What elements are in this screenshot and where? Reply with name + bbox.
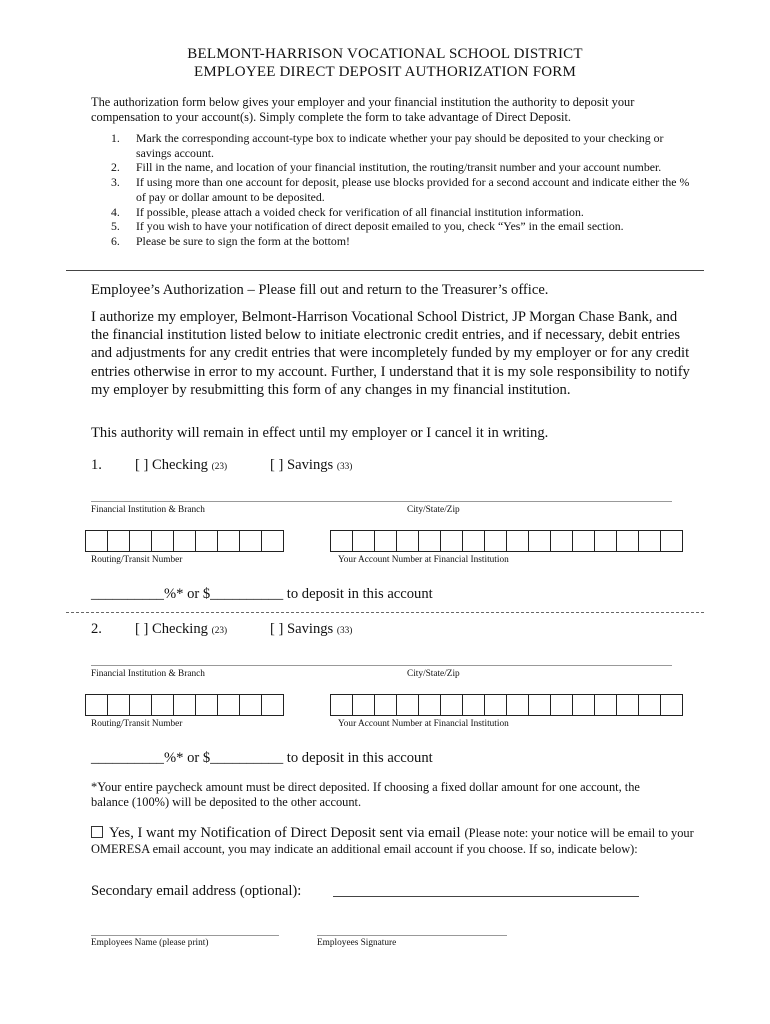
intro-line1: The authorization form below gives your employer and your financial institution the authority to deposit your: [91, 95, 635, 109]
instruction-item: 5. If you wish to have your notification of direct deposit emailed to you, check “Yes” in the email section.: [111, 219, 624, 234]
account-2-account-label: Your Account Number at Financial Institution: [338, 719, 509, 729]
account-divider: [66, 612, 704, 613]
account-1-number: 1.: [91, 457, 102, 473]
account-2-institution-field[interactable]: [91, 665, 672, 666]
section-divider: [66, 270, 704, 271]
account-1-routing-boxes[interactable]: [85, 530, 284, 552]
authorization-validity: This authority will remain in effect until my employer or I cancel it in writing.: [91, 425, 549, 441]
account-1-city-label: City/State/Zip: [407, 505, 460, 515]
employee-name-field[interactable]: [91, 935, 279, 936]
employee-signature-field[interactable]: [317, 935, 507, 936]
secondary-email-input[interactable]: [333, 896, 639, 897]
account-1-account-number-boxes[interactable]: [330, 530, 683, 552]
authorization-paragraph: I authorize my employer, Belmont-Harrison Vocational School District, JP Morgan Chase Bank, and the financial institution listed below to initiate electronic credit entries, and if necessary, debit entries and adjustments for any credit entries that were incompletely funded by my employer or for any credit entries otherwise in error to my account. Further, I understand that it is my sole responsibility to notify my employer by resubmitting this form of any changes in my financial institution.: [91, 309, 690, 398]
checkbox-icon[interactable]: [91, 826, 103, 838]
account-1-account-label: Your Account Number at Financial Institution: [338, 555, 509, 565]
account-2-city-label: City/State/Zip: [407, 669, 460, 679]
intro-line2: compensation to your account(s). Simply complete the form to take advantage of Direct Deposit.: [91, 110, 571, 124]
account-2-account-number-boxes[interactable]: [330, 694, 683, 716]
form-title-line2: EMPLOYEE DIRECT DEPOSIT AUTHORIZATION FORM: [193, 64, 577, 80]
account-2-routing-boxes[interactable]: [85, 694, 284, 716]
account-1-amount-line[interactable]: __________%* or $__________ to deposit in this account: [91, 586, 433, 602]
account-1-checking-checkbox[interactable]: [ ] Checking (23): [135, 457, 228, 473]
instruction-item: 6. Please be sure to sign the form at the bottom!: [111, 233, 350, 248]
account-2-institution-label: Financial Institution & Branch: [91, 669, 205, 679]
account-1-institution-label: Financial Institution & Branch: [91, 505, 205, 515]
footnote-line2: balance (100%) will be deposited to the other account.: [91, 795, 362, 809]
form-title-line1: BELMONT-HARRISON VOCATIONAL SCHOOL DISTRICT: [187, 46, 583, 62]
account-2-amount-line[interactable]: __________%* or $__________ to deposit in this account: [91, 750, 433, 766]
account-1-institution-field[interactable]: [91, 501, 672, 502]
account-1-savings-checkbox[interactable]: [ ] Savings (33): [270, 457, 353, 473]
account-2-number: 2.: [91, 621, 102, 637]
footnote-line1: *Your entire paycheck amount must be direct deposited. If choosing a fixed dollar amount for one account, the: [91, 780, 640, 794]
authorization-heading: Employee’s Authorization – Please fill out and return to the Treasurer’s office.: [91, 282, 549, 298]
instruction-item: 2. Fill in the name, and location of your financial institution, the routing/transit number and your account number.: [111, 160, 662, 175]
account-1-routing-label: Routing/Transit Number: [91, 555, 183, 565]
instruction-item: 4. If possible, please attach a voided check for verification of all financial institution information.: [111, 204, 584, 219]
instructions-list: [111, 131, 691, 249]
instruction-item: 3. If using more than one account for deposit, please use blocks provided for a second account and indicate either the % of pay or dollar amount to be deposited.: [111, 175, 690, 204]
account-2-savings-checkbox[interactable]: [ ] Savings (33): [270, 621, 353, 637]
employee-name-label: Employees Name (please print): [91, 938, 209, 948]
employee-signature-label: Employees Signature: [317, 938, 397, 948]
account-2-checking-checkbox[interactable]: [ ] Checking (23): [135, 621, 228, 637]
secondary-email-label: Secondary email address (optional):: [91, 883, 302, 899]
email-note-line2: OMERESA email account, you may indicate an additional email account if you choose. If so, indicate below):: [91, 842, 638, 856]
account-2-routing-label: Routing/Transit Number: [91, 719, 183, 729]
email-opt-in[interactable]: Yes, I want my Notification of Direct Deposit sent via email (Please note: your notice will be email to your: [91, 824, 711, 842]
instruction-item: 1. Mark the corresponding account-type box to indicate whether your pay should be deposited to your checking or savings account.: [111, 131, 664, 160]
